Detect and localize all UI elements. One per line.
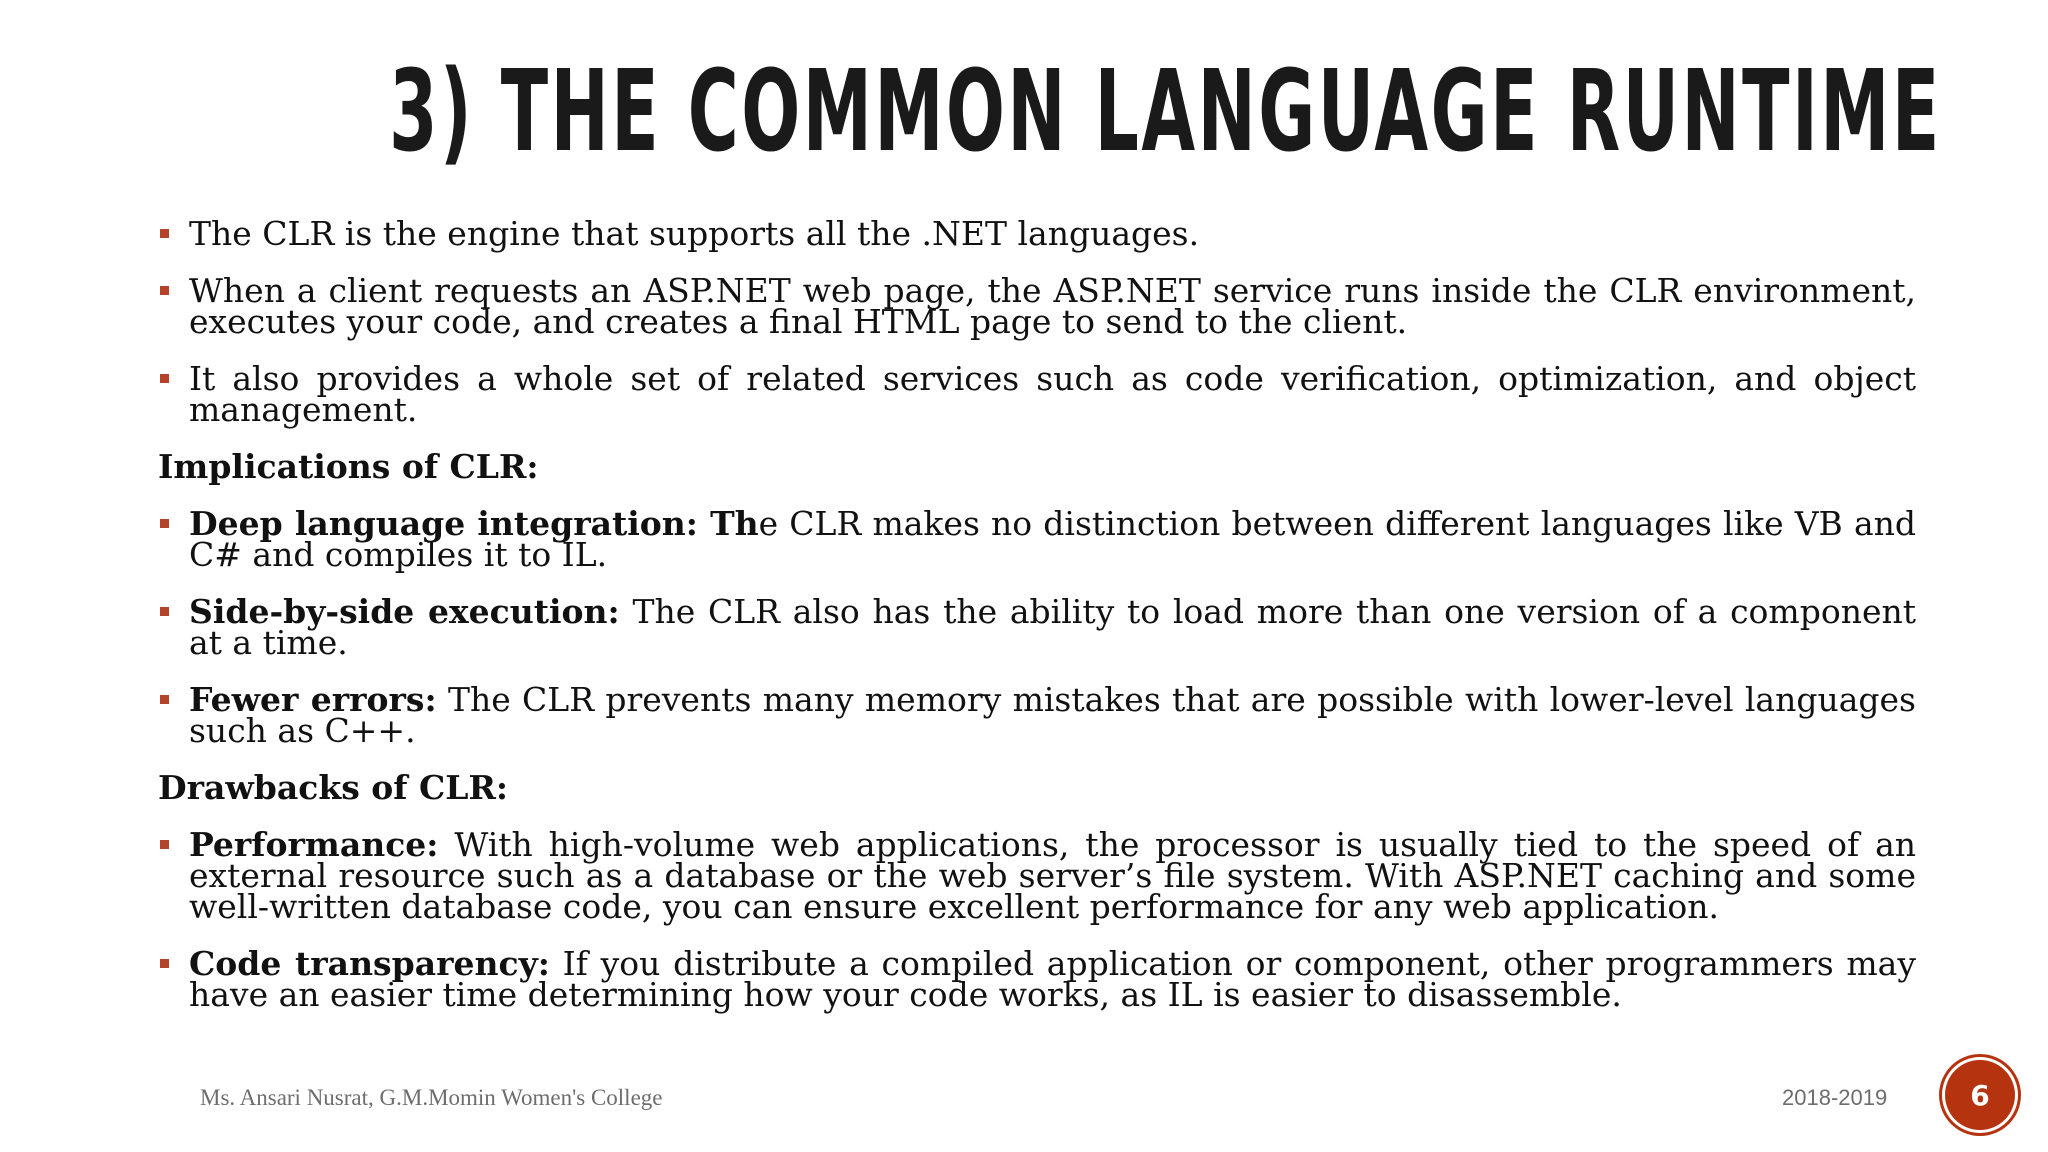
bullet-item bbox=[158, 359, 1916, 429]
square-bullet-icon bbox=[160, 840, 169, 849]
bullet-text: It also provides a whole set of related services such as code verification, optimization, and object management. bbox=[189, 359, 1916, 429]
square-bullet-icon bbox=[160, 607, 169, 616]
bullet-term: Deep language integration: Th bbox=[189, 504, 759, 543]
square-bullet-icon bbox=[160, 229, 169, 238]
bullet-text: When a client requests an ASP.NET web page, the ASP.NET service runs inside the CLR environment, executes your code, and creates a final HTML page to send to the client. bbox=[189, 271, 1916, 341]
square-bullet-icon bbox=[160, 286, 169, 295]
footer-author: Ms. Ansari Nusrat, G.M.Momin Women's College bbox=[200, 1085, 663, 1110]
square-bullet-icon bbox=[160, 374, 169, 383]
slide-title: 3) THE COMMON LANGUAGE RUNTIME bbox=[389, 47, 1942, 177]
page-number: 6 bbox=[1970, 1078, 1990, 1112]
footer-year: 2018-2019 bbox=[1782, 1085, 1888, 1110]
bullet-item bbox=[158, 944, 1916, 1014]
bullet-item bbox=[158, 504, 1916, 574]
bullet-item bbox=[158, 592, 1916, 662]
square-bullet-icon bbox=[160, 519, 169, 528]
square-bullet-icon bbox=[160, 695, 169, 704]
bullet-text: e CLR makes no distinction between different languages like VB and C# and compiles it to IL. bbox=[189, 504, 1916, 574]
bullet-item bbox=[158, 825, 1916, 926]
square-bullet-icon bbox=[160, 959, 169, 968]
bullet-item bbox=[158, 214, 1916, 253]
bullet-text: With high-volume web applications, the processor is usually tied to the speed of an external resource such as a database or the web server’s file system. With ASP.NET caching and some well-written database code, you can ensure excellent performance for any web application. bbox=[189, 825, 1916, 926]
page-number-badge bbox=[1945, 1060, 2015, 1130]
bullet-term: Performance: bbox=[189, 825, 439, 864]
drawbacks-heading: Drawbacks of CLR: bbox=[158, 768, 509, 807]
bullet-term: Side-by-side execution: bbox=[189, 592, 620, 631]
bullet-term: Code transparency: bbox=[189, 944, 550, 983]
bullet-text: The CLR is the engine that supports all the .NET languages. bbox=[189, 214, 1200, 253]
slide-content bbox=[158, 214, 1916, 1036]
bullet-text: The CLR prevents many memory mistakes that are possible with lower-level languages such as C++. bbox=[189, 680, 1916, 750]
bullet-text: If you distribute a compiled application or component, other programmers may have an easier time determining how your code works, as IL is easier to disassemble. bbox=[189, 944, 1916, 1014]
bullet-term: Fewer errors: bbox=[189, 680, 437, 719]
implications-heading: Implications of CLR: bbox=[158, 447, 539, 486]
bullet-text: The CLR also has the ability to load more than one version of a component at a time. bbox=[189, 592, 1916, 662]
bullet-item bbox=[158, 680, 1916, 750]
bullet-item bbox=[158, 271, 1916, 341]
